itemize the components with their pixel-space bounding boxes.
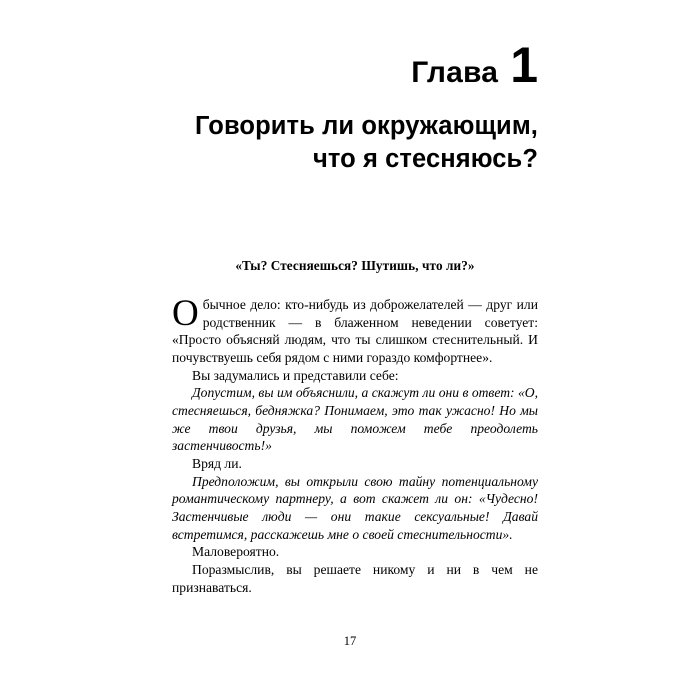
- paragraph-3-italic: Допустим, вы им объяснили, а скажут ли они в ответ: «О, стесняешься, бедняжка? Понимаем, это так ужасно! Но мы же твои друзья, мы поможем тебе преодолеть застенчивость!»: [172, 385, 538, 454]
- chapter-title: [160, 110, 538, 175]
- paragraph-6: Маловероятно.: [192, 544, 280, 560]
- chapter-title-line-2: что я стесняюсь?: [312, 144, 538, 173]
- chapter-word: Глава: [411, 56, 499, 89]
- paragraph-2: Вы задумались и представили себе:: [192, 367, 399, 383]
- page-number: 17: [343, 634, 357, 648]
- chapter-title-line-1: Говорить ли окружающим,: [194, 112, 538, 140]
- chapter-heading: [160, 37, 538, 175]
- chapter-label-row: [160, 37, 538, 93]
- epigraph: «Ты? Стесняешься? Шутишь, что ли?»: [235, 258, 475, 273]
- paragraph-7: Поразмыслив, вы решаете никому и ни в чем не признаваться.: [172, 562, 538, 595]
- chapter-number: 1: [510, 37, 538, 93]
- paragraph-4: Вряд ли.: [192, 456, 242, 472]
- paragraph-5-italic: Предположим, вы открыли свою тайну потенциальному романтическому партнеру, а вот скажет ли он: «Чудесно! Застенчивые люди — они такие сексуальные! Давай встретимся, расскажешь мне о своей стеснительности».: [172, 473, 538, 542]
- paragraph-opening: Обычное дело: кто-нибудь из доброжелателей — друг или родственник — в блаженном неведении советует: «Просто объясняй людям, что ты слишком стеснительный. И почувствуешь себя рядом с ними гораздо комфортнее».: [172, 293, 538, 366]
- body-content: [172, 258, 538, 596]
